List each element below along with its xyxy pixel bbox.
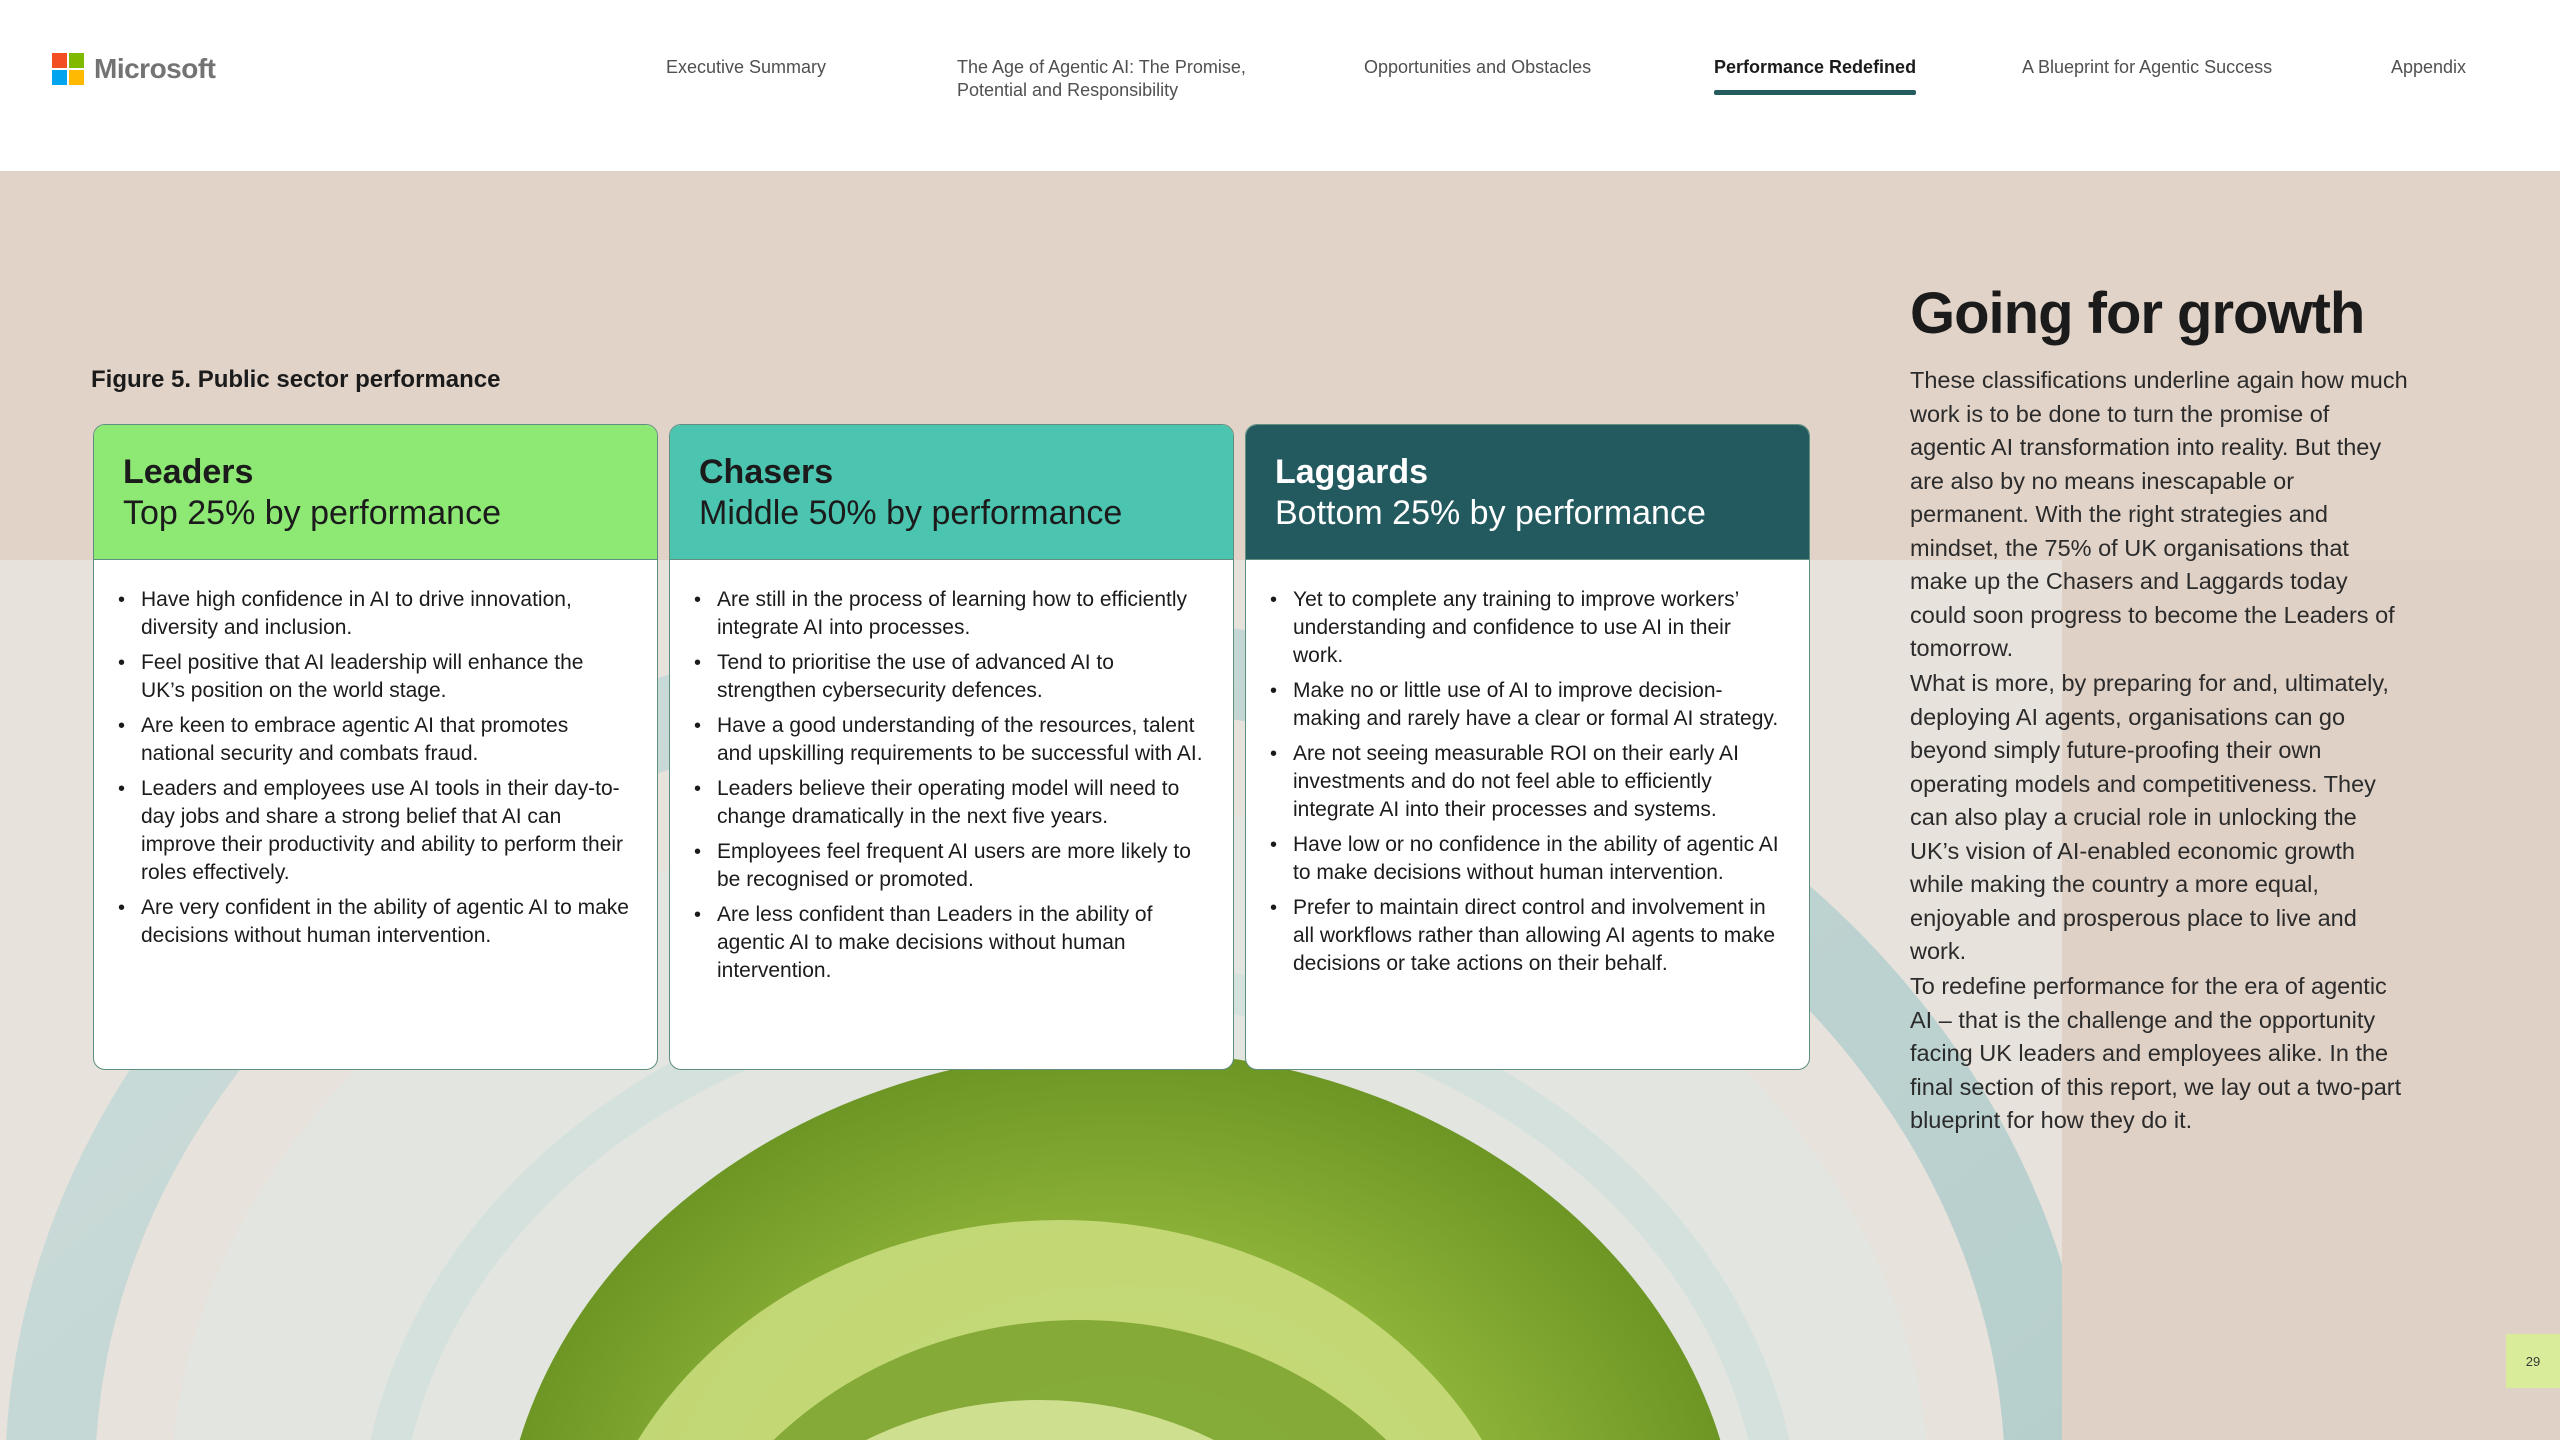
list-item: • Are not seeing measurable ROI on their early AI investments and do not feel able to efficiently integrate AI into their processes and systems. [1268, 740, 1785, 824]
nav-item-label-line2: Potential and Responsibility [957, 80, 1179, 100]
nav-item-blueprint[interactable] [2022, 56, 2272, 79]
card-body [94, 559, 657, 950]
nav-item-appendix[interactable] [2391, 56, 2466, 79]
card-laggards [1245, 424, 1810, 1070]
list-item: • Feel positive that AI leadership will enhance the UK’s position on the world stage. [116, 649, 633, 705]
list-item: • Prefer to maintain direct control and involvement in all workflows rather than allowing AI agents to make decisions or take actions on their behalf. [1268, 894, 1785, 978]
list-item: • Have a good understanding of the resources, talent and upskilling requirements to be successful with AI. [692, 712, 1209, 768]
microsoft-logo-icon [52, 53, 84, 85]
nav-item-executive-summary[interactable] [666, 56, 826, 79]
bullet-list [692, 586, 1209, 985]
section-heading: Going for growth [1910, 281, 2365, 346]
card-chasers [669, 424, 1234, 1070]
card-header [1246, 425, 1809, 559]
card-title: Leaders [123, 453, 254, 491]
brand-name: Microsoft [94, 53, 216, 84]
top-header [0, 0, 2560, 171]
card-subtitle: Bottom 25% by performance [1275, 494, 1706, 532]
card-body [1246, 559, 1809, 978]
list-item: • Have low or no confidence in the ability of agentic AI to make decisions without human intervention. [1268, 831, 1785, 887]
nav-item-label: Performance Redefined [1714, 57, 1917, 77]
nav-item-label: A Blueprint for Agentic Success [2022, 57, 2273, 77]
list-item: • Employees feel frequent AI users are more likely to be recognised or promoted. [692, 838, 1209, 894]
microsoft-logo[interactable] [52, 52, 216, 86]
list-item: • Are less confident than Leaders in the ability of agentic AI to make decisions without human intervention. [692, 901, 1209, 985]
card-body [670, 559, 1233, 985]
card-subtitle: Top 25% by performance [123, 494, 501, 532]
body-paragraph: To redefine performance for the era of agentic AI – that is the challenge and the opportunity facing UK leaders and employees alike. In the final section of this report, we lay out a two-part blueprint for how they do it. [1910, 973, 2402, 1133]
figure-title: Figure 5. Public sector performance [91, 366, 501, 393]
list-item: • Tend to prioritise the use of advanced AI to strengthen cybersecurity defences. [692, 649, 1209, 705]
list-item: • Are keen to embrace agentic AI that promotes national security and combats fraud. [116, 712, 633, 768]
list-item: • Make no or little use of AI to improve decision-making and rarely have a clear or formal AI strategy. [1268, 677, 1785, 733]
page-number: 29 [2506, 1334, 2560, 1388]
list-item: • Are very confident in the ability of agentic AI to make decisions without human intervention. [116, 894, 633, 950]
bullet-list [1268, 586, 1785, 978]
list-item: • Leaders and employees use AI tools in their day-to-day jobs and share a strong belief that AI can improve their productivity and ability to perform their roles effectively. [116, 775, 633, 887]
list-item: • Yet to complete any training to improve workers’ understanding and confidence to use AI in their work. [1268, 586, 1785, 670]
nav-item-performance-redefined[interactable] [1714, 56, 1916, 79]
active-tab-indicator [1714, 90, 1916, 95]
nav-item-label: Appendix [2391, 57, 2467, 77]
nav-item-age-of-agentic-ai[interactable] [957, 56, 1246, 102]
card-header [670, 425, 1233, 559]
card-header [94, 425, 657, 559]
card-title: Chasers [699, 453, 834, 491]
card-subtitle: Middle 50% by performance [699, 494, 1123, 532]
nav-item-label-line1: The Age of Agentic AI: The Promise, [957, 57, 1246, 77]
list-item: • Are still in the process of learning how to efficiently integrate AI into processes. [692, 586, 1209, 642]
body-paragraph: What is more, by preparing for and, ultimately, deploying AI agents, organisations can go beyond simply future-proofing their own operating models and competitiveness. They can also play a crucial role in unlocking the UK’s vision of AI-enabled economic growth while making the country a more equal, enjoyable and prosperous place to live and work. [1910, 670, 2389, 964]
list-item: • Have high confidence in AI to drive innovation, diversity and inclusion. [116, 586, 633, 642]
card-leaders [93, 424, 658, 1070]
nav-item-label: Executive Summary [666, 57, 827, 77]
bullet-list [116, 586, 633, 950]
nav-item-opportunities[interactable] [1364, 56, 1591, 79]
card-title: Laggards [1275, 453, 1429, 491]
list-item: • Leaders believe their operating model will need to change dramatically in the next five years. [692, 775, 1209, 831]
nav-item-label: Opportunities and Obstacles [1364, 57, 1592, 77]
body-paragraph: These classifications underline again how much work is to be done to turn the promise of agentic AI transformation into reality. But they are also by no means inescapable or permanent. With the right strategies and mindset, the 75% of UK organisations that make up the Chasers and Laggards today could soon progress to become the Leaders of tomorrow. [1910, 367, 2408, 661]
